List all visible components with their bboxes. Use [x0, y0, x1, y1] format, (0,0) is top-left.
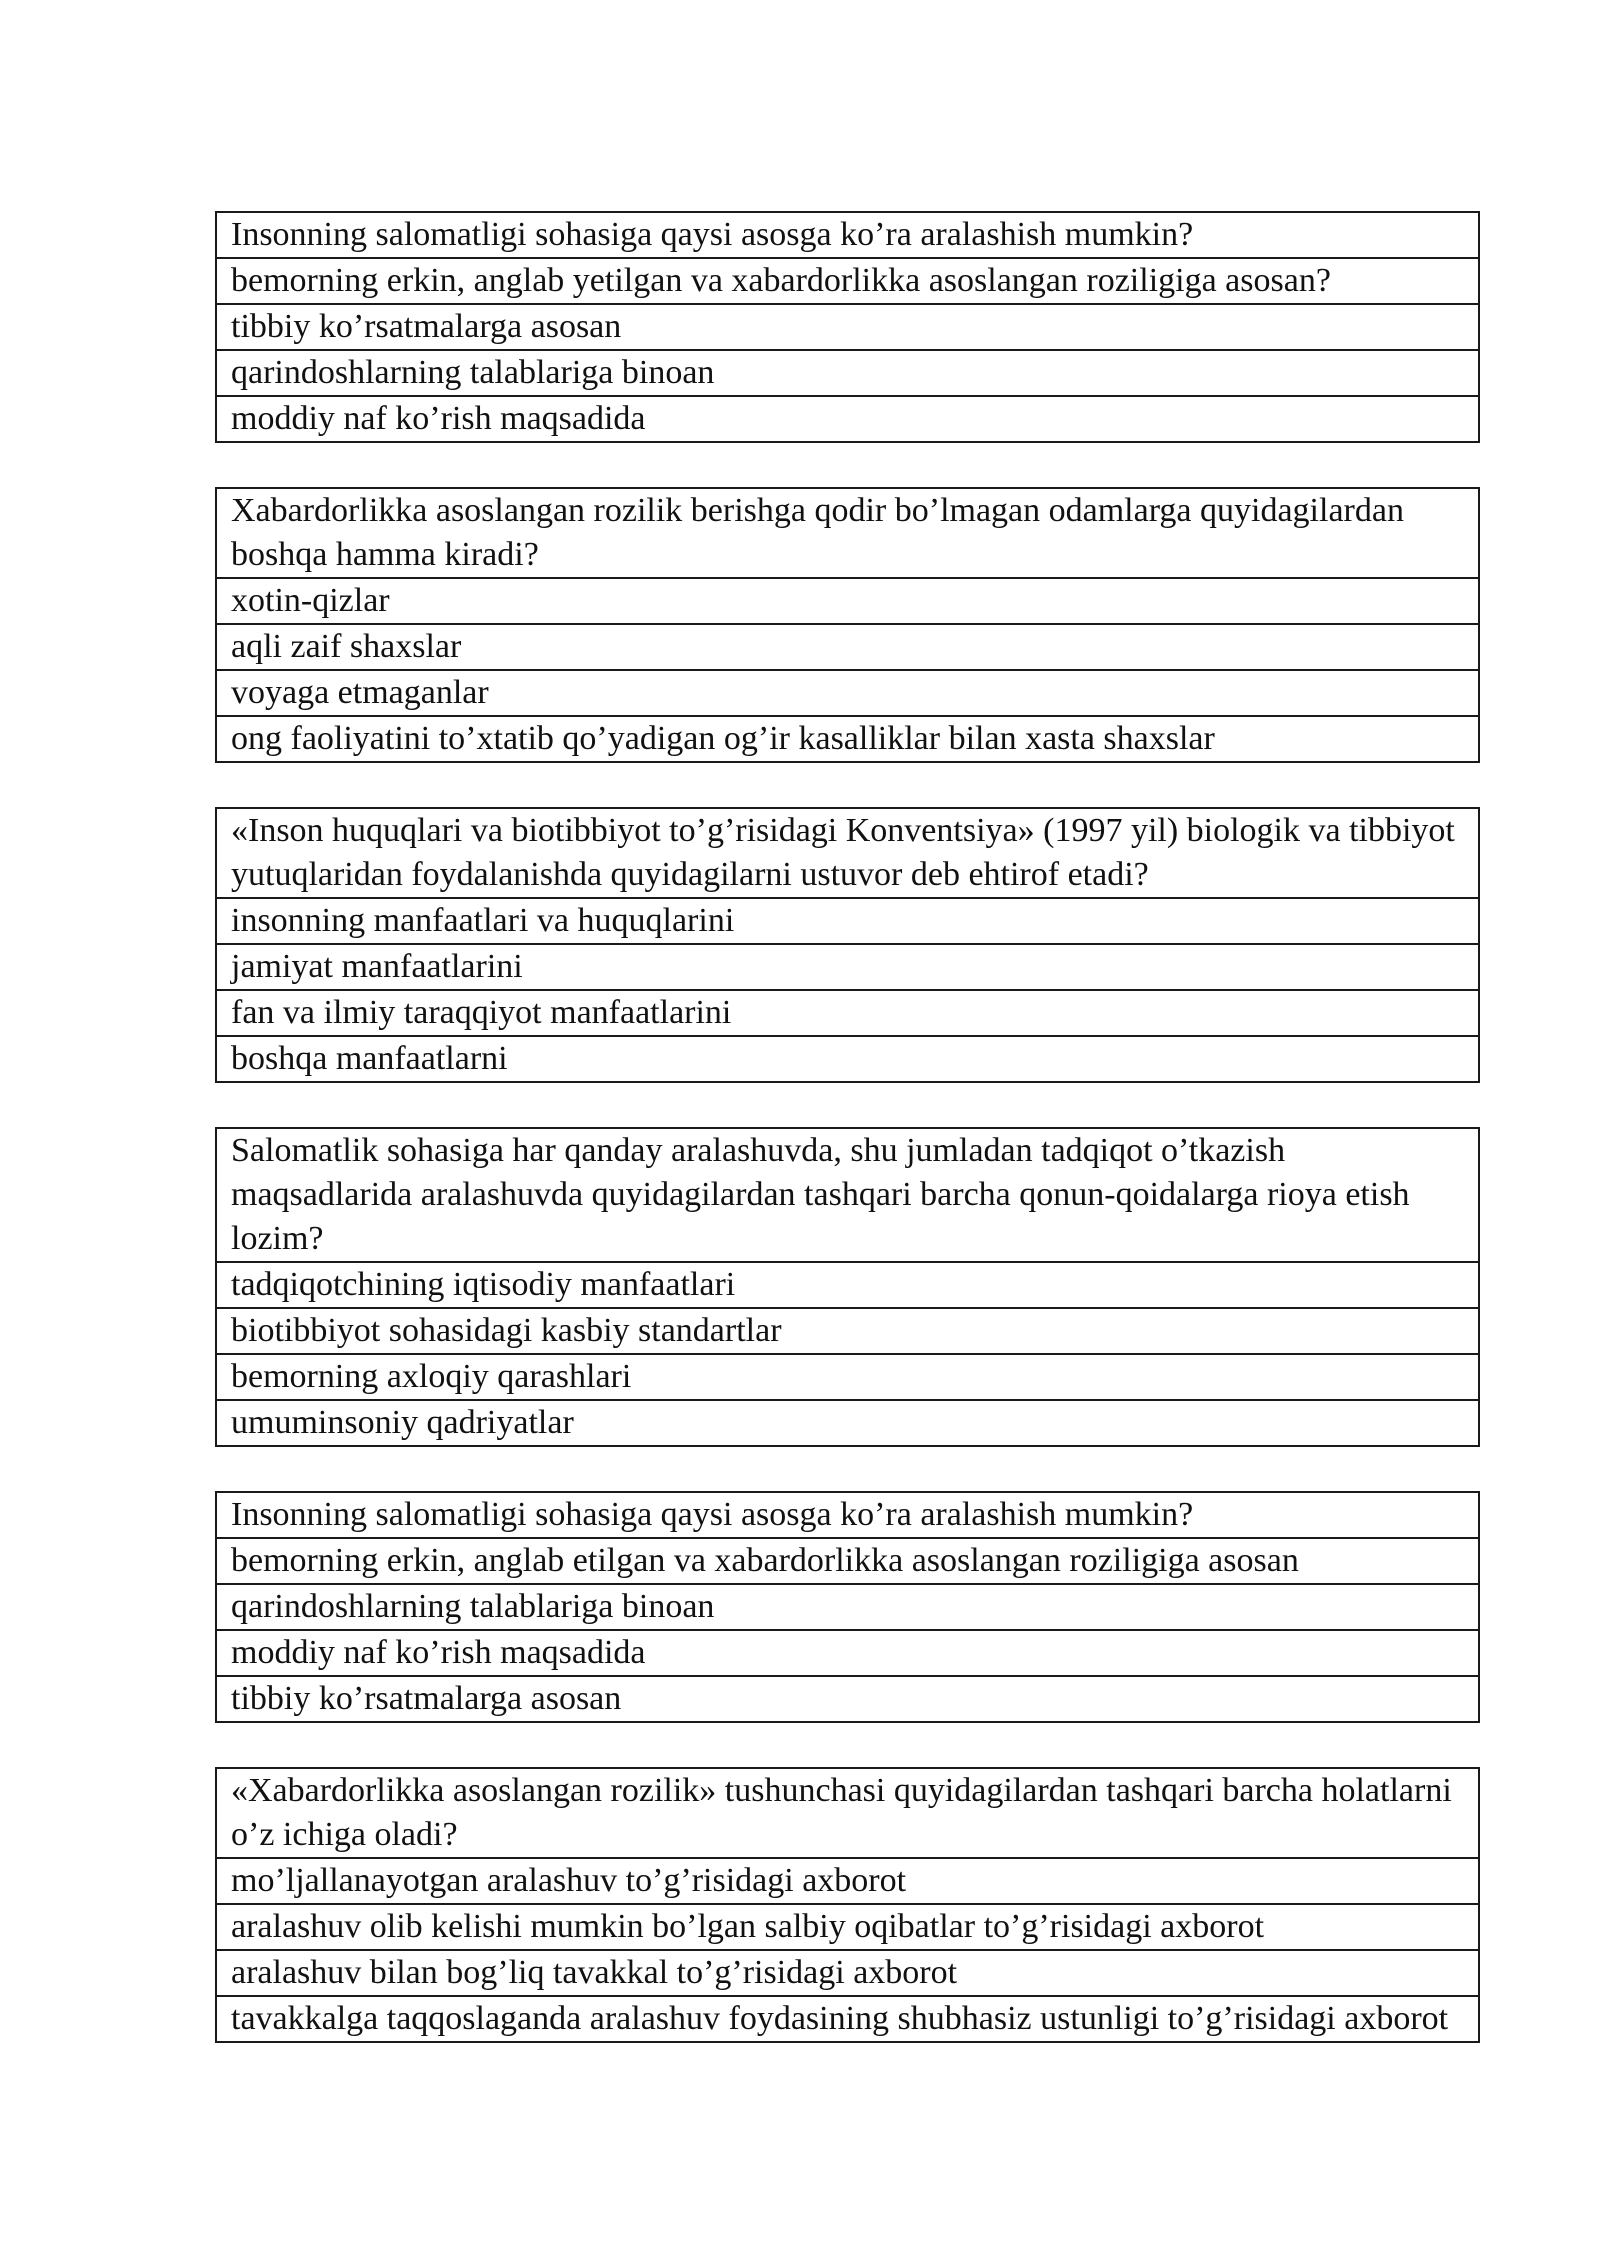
answer-option: tadqiqotchining iqtisodiy manfaatlari — [217, 1261, 1478, 1307]
answer-option: qarindoshlarning talablariga binoan — [217, 1583, 1478, 1629]
answer-option: voyaga etmaganlar — [217, 669, 1478, 715]
answer-option: aralashuv bilan bog’liq tavakkal to’g’risidagi axborot — [217, 1949, 1478, 1995]
answer-option: bemorning erkin, anglab etilgan va xabardorlikka asoslangan roziligiga asosan — [217, 1537, 1478, 1583]
question-block-3 — [215, 807, 1480, 1083]
question-text: «Inson huquqlari va biotibbiyot to’g’risidagi Konventsiya» (1997 yil) biologik va tibbiyot yutuqlaridan foydalanishda quyidagilarni ustuvor deb ehtirof etadi? — [231, 812, 1455, 893]
question-text: Insonning salomatligi sohasiga qaysi asosga ko’ra aralashish mumkin? — [231, 1496, 1194, 1533]
answer-option: moddiy naf ko’rish maqsadida — [217, 1629, 1478, 1675]
question-text: «Xabardorlikka asoslangan rozilik» tushunchasi quyidagilardan tashqari barcha holatlarni o’z ichiga oladi? — [231, 1772, 1452, 1853]
answer-option: moddiy naf ko’rish maqsadida — [217, 395, 1478, 441]
question-text: Xabardorlikka asoslangan rozilik berishga qodir bo’lmagan odamlarga quyidagilardan boshqa hamma kiradi? — [231, 492, 1404, 573]
question-block-1 — [215, 211, 1480, 443]
answer-option: bemorning axloqiy qarashlari — [217, 1353, 1478, 1399]
question-text: Salomatlik sohasiga har qanday aralashuvda, shu jumladan tadqiqot o’tkazish maqsadlarida aralashuvda quyidagilardan tashqari barcha qonun-qoidalarga rioya etish lozim? — [231, 1132, 1410, 1257]
answer-option: insonning manfaatlari va huquqlarini — [217, 897, 1478, 943]
answer-option: ong faoliyatini to’xtatib qo’yadigan og’ir kasalliklar bilan xasta shaxslar — [217, 715, 1478, 761]
answer-option: qarindoshlarning talablariga binoan — [217, 349, 1478, 395]
document-page — [215, 211, 1480, 2087]
answer-option: aqli zaif shaxslar — [217, 623, 1478, 669]
answer-option: biotibbiyot sohasidagi kasbiy standartlar — [217, 1307, 1478, 1353]
question-block-6 — [215, 1767, 1480, 2043]
answer-option: jamiyat manfaatlarini — [217, 943, 1478, 989]
question-block-5 — [215, 1491, 1480, 1723]
answer-option: mo’ljallanayotgan aralashuv to’g’risidagi axborot — [217, 1857, 1478, 1903]
question-block-4 — [215, 1127, 1480, 1447]
answer-option: tibbiy ko’rsatmalarga asosan — [217, 1675, 1478, 1721]
answer-option: boshqa manfaatlarni — [217, 1035, 1478, 1081]
answer-option: xotin-qizlar — [217, 577, 1478, 623]
answer-option: tibbiy ko’rsatmalarga asosan — [217, 303, 1478, 349]
question-block-2 — [215, 487, 1480, 763]
answer-option: fan va ilmiy taraqqiyot manfaatlarini — [217, 989, 1478, 1035]
answer-option: bemorning erkin, anglab yetilgan va xabardorlikka asoslangan roziligiga asosan? — [217, 257, 1478, 303]
answer-option: aralashuv olib kelishi mumkin bo’lgan salbiy oqibatlar to’g’risidagi axborot — [217, 1903, 1478, 1949]
question-text: Insonning salomatligi sohasiga qaysi asosga ko’ra aralashish mumkin? — [231, 216, 1194, 253]
answer-option: umuminsoniy qadriyatlar — [217, 1399, 1478, 1445]
answer-option: tavakkalga taqqoslaganda aralashuv foydasining shubhasiz ustunligi to’g’risidagi axborot — [217, 1995, 1478, 2041]
